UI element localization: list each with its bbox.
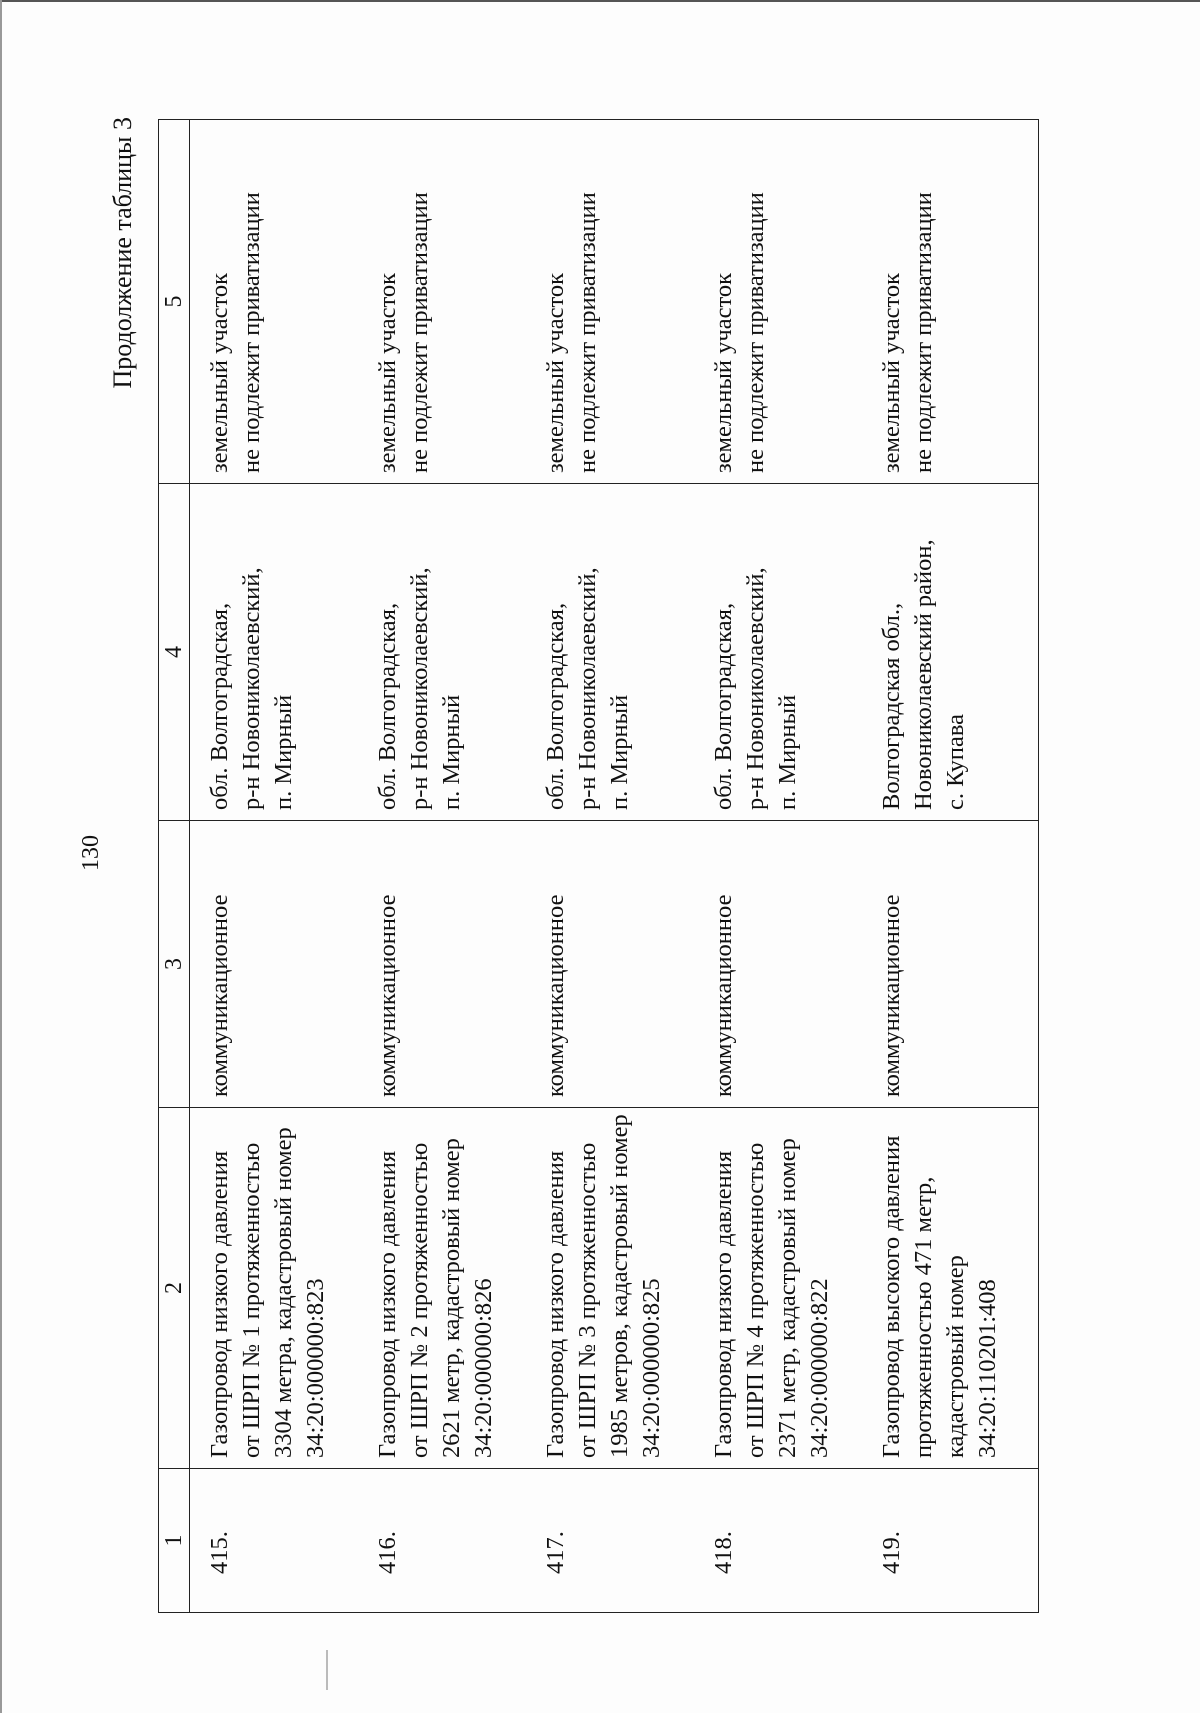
address-line: обл. Волгоградская,	[374, 602, 401, 810]
object-name-cell	[694, 1108, 862, 1469]
object-name-cell	[862, 1108, 1039, 1469]
note-line: земельный участок	[374, 273, 401, 473]
address-line: с. Купава	[942, 714, 969, 810]
address-line: обл. Волгоградская,	[710, 602, 737, 810]
header-cell: 5	[159, 120, 190, 484]
table-caption: Продолжение таблицы 3	[108, 117, 137, 389]
table-row	[526, 120, 694, 1613]
row-number-cell: 419.	[862, 1469, 1039, 1613]
table-row	[190, 120, 359, 1613]
object-name-line: Газопровод низкого давления	[710, 1150, 737, 1458]
row-number-cell: 415.	[190, 1469, 359, 1613]
address-cell	[694, 484, 862, 821]
object-name-line: Газопровод высокого давления	[878, 1135, 905, 1458]
note-line: не подлежит приватизации	[910, 192, 937, 473]
row-number-cell: 417.	[526, 1469, 694, 1613]
object-name-line: 2371 метр, кадастровый номер	[774, 1138, 801, 1458]
property-table	[158, 119, 1039, 1613]
address-line: р-н Новониколаевский,	[238, 567, 265, 810]
object-name-line: от ШРП № 3 протяженностью	[574, 1142, 601, 1458]
note-line: не подлежит приватизации	[238, 192, 265, 473]
object-name-line: от ШРП № 2 протяженностью	[406, 1142, 433, 1458]
address-line: п. Мирный	[438, 694, 465, 810]
object-name-line: 3304 метра, кадастровый номер	[270, 1127, 297, 1458]
purpose-cell: коммуникационное	[862, 821, 1039, 1108]
table-row	[862, 120, 1039, 1613]
object-name-cell	[190, 1108, 359, 1469]
note-cell	[694, 120, 862, 484]
object-name-line: 34:20:000000:825	[638, 1278, 665, 1458]
object-name-line: 2621 метр, кадастровый номер	[438, 1138, 465, 1458]
address-line: обл. Волгоградская,	[206, 602, 233, 810]
address-cell	[526, 484, 694, 821]
note-line: не подлежит приватизации	[406, 192, 433, 473]
purpose-cell: коммуникационное	[190, 821, 359, 1108]
note-cell	[526, 120, 694, 484]
object-name-cell	[526, 1108, 694, 1469]
note-line: земельный участок	[542, 273, 569, 473]
header-cell: 2	[159, 1108, 190, 1469]
note-line: земельный участок	[710, 273, 737, 473]
object-name-line: кадастровый номер	[942, 1255, 969, 1458]
table-header-row	[159, 120, 190, 1613]
note-cell	[862, 120, 1039, 484]
note-cell	[190, 120, 359, 484]
purpose-cell: коммуникационное	[694, 821, 862, 1108]
object-name-cell	[358, 1108, 526, 1469]
address-line: р-н Новониколаевский,	[742, 567, 769, 810]
object-name-line: от ШРП № 1 протяженностью	[238, 1142, 265, 1458]
object-name-line: от ШРП № 4 протяженностью	[742, 1142, 769, 1458]
object-name-line: Газопровод низкого давления	[206, 1150, 233, 1458]
purpose-cell: коммуникационное	[358, 821, 526, 1108]
page-number: 130	[78, 835, 104, 871]
address-line: Волгоградская обл.,	[878, 602, 905, 810]
address-cell	[862, 484, 1039, 821]
row-number-cell: 418.	[694, 1469, 862, 1613]
note-line: земельный участок	[206, 273, 233, 473]
row-number-cell: 416.	[358, 1469, 526, 1613]
note-cell	[358, 120, 526, 484]
object-name-line: 34:20:110201:408	[974, 1279, 1001, 1458]
object-name-line: Газопровод низкого давления	[374, 1150, 401, 1458]
table-row	[358, 120, 526, 1613]
object-name-line: 34:20:000000:823	[302, 1278, 329, 1458]
object-name-line: 34:20:000000:826	[470, 1278, 497, 1458]
note-line: не подлежит приватизации	[742, 192, 769, 473]
note-line: не подлежит приватизации	[574, 192, 601, 473]
object-name-line: 34:20:000000:822	[806, 1278, 833, 1458]
header-cell: 4	[159, 484, 190, 821]
table-body	[190, 120, 1039, 1613]
address-cell	[190, 484, 359, 821]
address-line: п. Мирный	[606, 694, 633, 810]
header-cell: 1	[159, 1469, 190, 1613]
address-cell	[358, 484, 526, 821]
object-name-line: 1985 метров, кадастровый номер	[606, 1114, 633, 1458]
address-line: п. Мирный	[270, 694, 297, 810]
address-line: р-н Новониколаевский,	[406, 567, 433, 810]
table-row	[694, 120, 862, 1613]
address-line: п. Мирный	[774, 694, 801, 810]
header-cell: 3	[159, 821, 190, 1108]
address-line: р-н Новониколаевский,	[574, 567, 601, 810]
purpose-cell: коммуникационное	[526, 821, 694, 1108]
address-line: обл. Волгоградская,	[542, 602, 569, 810]
address-line: Новониколаевский район,	[910, 539, 937, 810]
object-name-line: протяженностью 471 метр,	[910, 1176, 937, 1458]
object-name-line: Газопровод низкого давления	[542, 1150, 569, 1458]
note-line: земельный участок	[878, 273, 905, 473]
